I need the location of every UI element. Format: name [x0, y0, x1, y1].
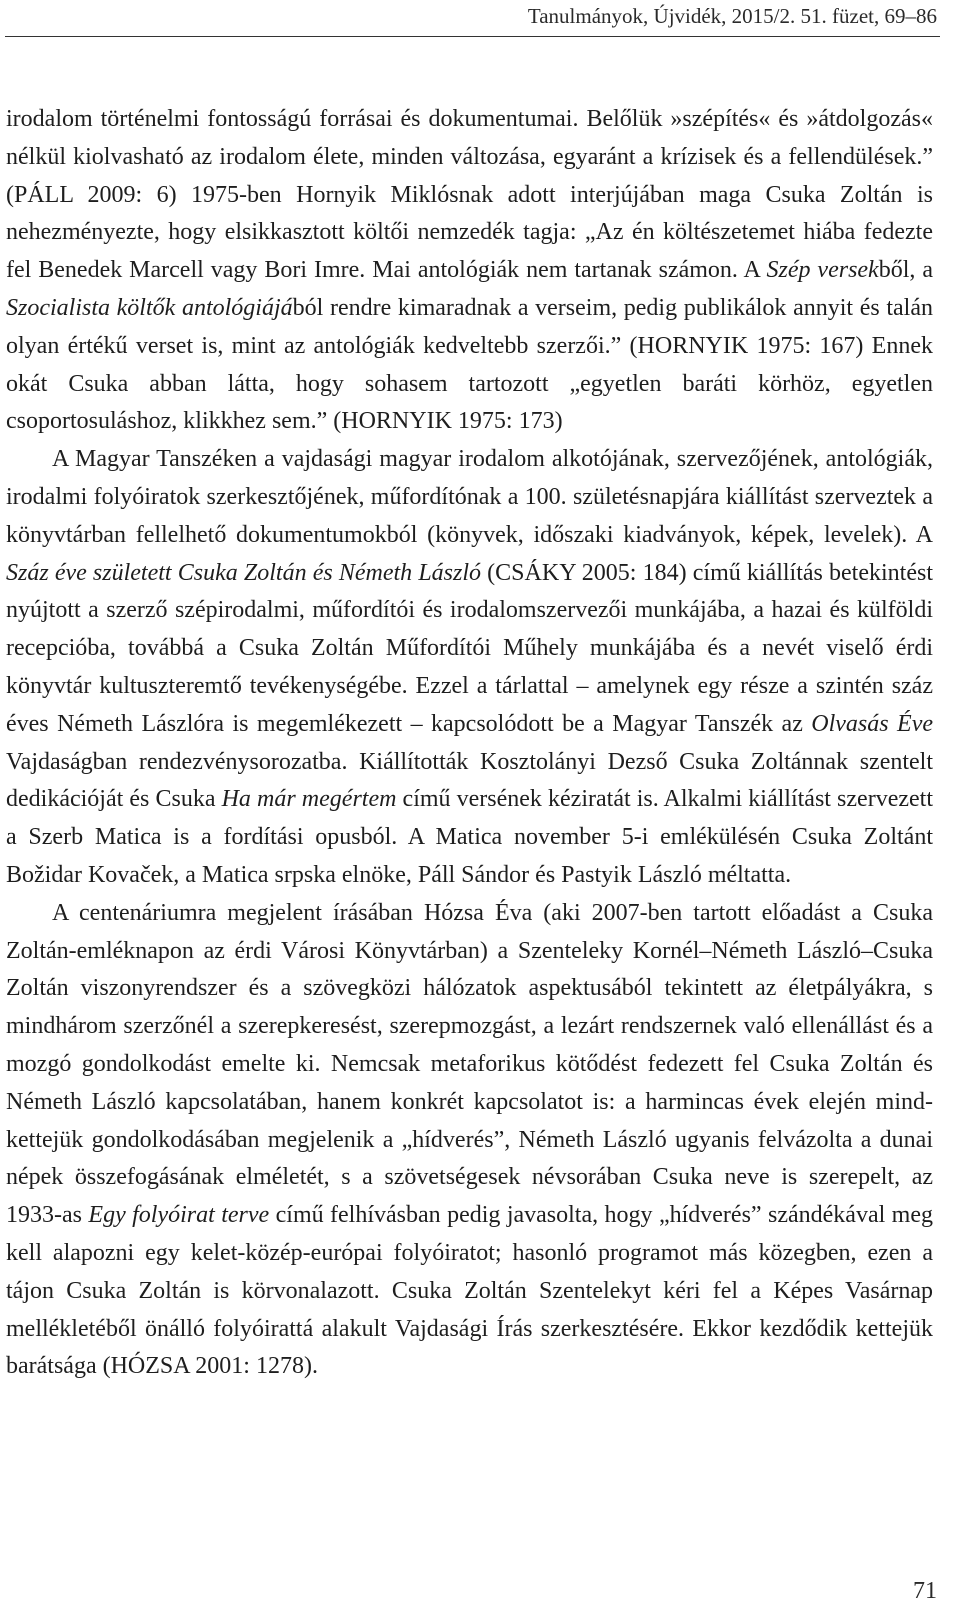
italic-title: Szocialista költők antológiájá [6, 294, 293, 321]
paragraph [6, 441, 933, 895]
text-run: Vajdaságban rendezvénysorozatba. Kiállították Kosztolányi Dezső Csuka Zoltánnak szentelt dedikációját és Csuka [6, 748, 933, 813]
text-run: ból rendre kimaradnak a verseim, pedig publikálok annyit és talán olyan értékű verset is, mint az antológiák kedveltebb szerzői.” (HORNYIK 1975: 167) Ennek okát Csuka abban látta, hogy sohasem tartozott „egyetlen baráti körhöz, egyetlen csoportosuláshoz, klikkhez sem.” (HORNYIK 1975: 173) [6, 294, 933, 435]
text-run: című versének kéziratát is. Alkalmi kiállítást szervezett a Szerb Matica is a fordítási opusból. A Matica november 5-i emlékülésén Csuka Zoltánt Božidar Kovaček, a Matica srpska elnöke, Páll Sándor és Pastyik László méltatta. [6, 786, 933, 888]
italic-title: Szép versek [766, 257, 879, 284]
header-rule [5, 36, 940, 37]
italic-title: Ha már megértem [221, 786, 397, 813]
paragraph [6, 101, 933, 441]
text-run: A centenáriumra megjelent írásában Hózsa Éva (aki 2007-ben tartott előadást a Csuka Zoltán-emléknapon az érdi Városi Könyvtárban) a Szenteleky Kornél–Németh László–Csuka Zoltán viszonyrendszer és a szövegközi hálózatok aspektusából tekintett az életpályákra, s mindhárom szerzőnél a szerepkeresést, szerepmozgást, a lezárt rendszernek való ellenállást és a mozgó gondolkodást emelte ki. Nemcsak metaforikus kötődést fedezett fel Csuka Zoltán és Németh László kapcsolatában, hanem konkrét kapcsolatot is: a harmincas évek elején mindkettejük gondolkodásában megjelenik a „hídverés”, Németh László ugyanis felvázolta a dunai népek összefogásának elméletét, s a szövetségesek névsorában Csuka neve is szerepelt, az 1933-as [6, 899, 933, 1229]
italic-title: Olvasás Éve [811, 710, 933, 737]
body-text [6, 101, 933, 1386]
text-run: ből, a [878, 257, 933, 284]
italic-title: Egy folyóirat terve [88, 1202, 270, 1229]
italic-title: Száz éve született Csuka Zoltán és Németh László [6, 559, 482, 586]
text-run: irodalom történelmi fontosságú forrásai és dokumentumai. Belőlük »szépítés« és »átdolgozás« nélkül kiolvasható az irodalom élete, minden változása, egyaránt a krízisek és a fellendülések.” (PÁLL 2009: 6) 1975-ben Hornyik Miklósnak adott interjújában maga Csuka Zoltán is nehezményezte, hogy elsikkasztott költői nemzedék tagja: „Az én költészetemet hiába fedezte fel Benedek Marcell vagy Bori Imre. Mai antológiák nem tartanak számon. A [6, 106, 933, 284]
running-head: Tanulmányok, Újvidék, 2015/2. 51. füzet, 69–86 [527, 4, 937, 28]
text-run: A Magyar Tanszéken a vajdasági magyar irodalom alkotójának, szervezőjének, antológiák, irodalmi folyóiratok szerkesztőjének, műfordítónak a 100. születésnapjára kiállítást szerveztek a könyvtárban fellelhető dokumentumokból (könyvek, időszaki kiadványok, képek, levelek). A [6, 446, 933, 548]
text-run: (CSÁKY 2005: 184) című kiállítás betekintést nyújtott a szerző szépirodalmi, műfordítói és irodalomszervezői munkájába, a hazai és külföldi recepcióba, továbbá a Csuka Zoltán Műfordítói Műhely munkájába és a nevét viselő érdi könyvtár kultuszteremtő tevékenységébe. Ezzel a tárlattal – amelynek egy része a szintén száz éves Németh Lászlóra is megemlékezett – kapcsolódott be a Magyar Tanszék az [6, 559, 933, 737]
text-run: című felhívásban pedig javasolta, hogy „hídverés” szándékával meg kell alapozni egy kelet-közép-európai folyóiratot; hasonló programot más közegben, ezen a tájon Csuka Zoltán is körvonalazott. Csuka Zoltán Szentelekyt kéri fel a Képes Vasárnap mellékletéből önálló folyóirattá alakult Vajdasági Írás szerkesztésére. Ekkor kezdődik kettejük barátsága (HÓZSA 2001: 1278). [6, 1202, 934, 1380]
page-number: 71 [913, 1578, 937, 1604]
paragraph [6, 895, 933, 1386]
